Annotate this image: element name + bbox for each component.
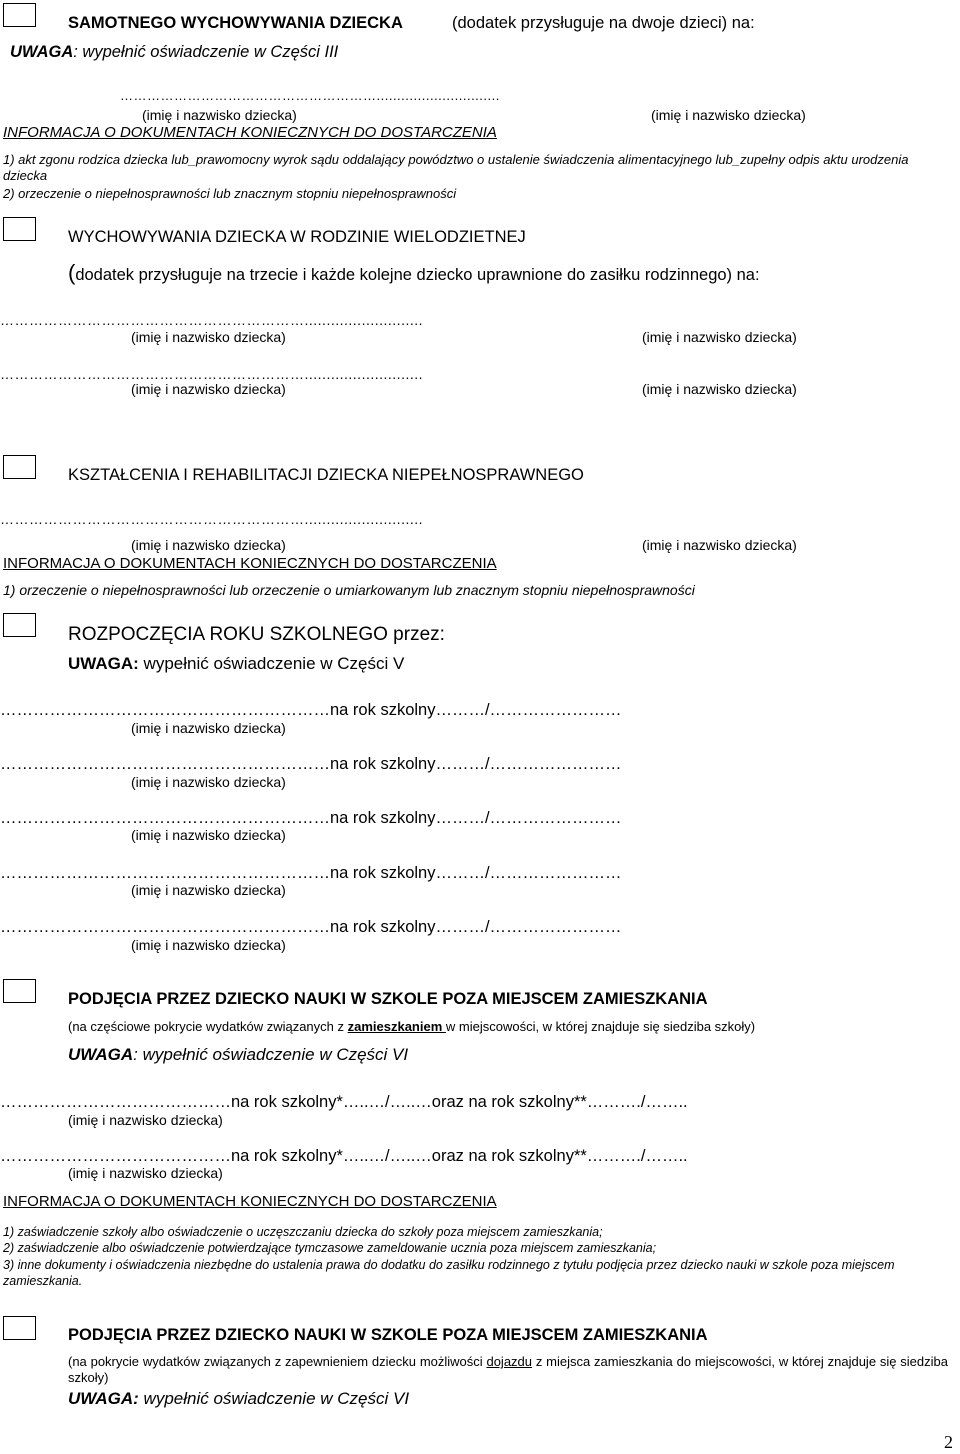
- uwaga-line-dojazd: [68, 1389, 409, 1409]
- uwaga-label: UWAGA: [10, 43, 74, 61]
- uwaga-text: : wypełnić oświadczenie w Części VI: [133, 1045, 409, 1064]
- name-dots-line[interactable]: ………………………………………………………...........................: [0, 366, 424, 382]
- name-dots-line[interactable]: ………………………………………………………...........................: [0, 511, 424, 527]
- uwaga-text: wypełnić oświadczenie w Części VI: [138, 1389, 410, 1408]
- name-caption: (imię i nazwisko dziecka): [131, 882, 286, 898]
- checkbox-samotnego-wychowywania[interactable]: [3, 3, 36, 27]
- name-caption: (imię i nazwisko dziecka): [131, 827, 286, 843]
- school-year-line-double[interactable]: ……………………………………na rok szkolny*…..…/…..…oraz na rok szkolny**………./……..: [0, 1093, 688, 1111]
- name-caption: (imię i nazwisko dziecka): [131, 537, 286, 553]
- note-underlined: zamieszkaniem: [347, 1019, 446, 1034]
- checkbox-rozpoczecie-roku[interactable]: [3, 613, 36, 637]
- info-heading: INFORMACJA O DOKUMENTACH KONIECZNYCH DO DOSTARCZENIA: [3, 1193, 497, 1210]
- section-note-nauka-dojazd: [68, 1354, 948, 1386]
- title-suffix: przez:: [387, 624, 445, 645]
- section-title-rozpoczecie: [68, 624, 445, 646]
- checkbox-ksztalcenie-rehabilitacja[interactable]: [3, 455, 36, 479]
- section-title-nauka-dojazd: PODJĘCIA PRZEZ DZIECKO NAUKI W SZKOLE POZA MIEJSCEM ZAMIESZKANIA: [68, 1326, 708, 1344]
- section-title-wielodzietna: WYCHOWYWANIA DZIECKA W RODZINIE WIELODZIETNEJ: [68, 228, 526, 246]
- uwaga-line-samotnego: [10, 43, 338, 62]
- doc-item-1: 1) akt zgonu rodzica dziecka lub_prawomocny wyrok sądu oddalający powództwo o ustalenie świadczenia alimentacyjnego lub_zupełny odpis aktu urodzenia dziecka: [3, 152, 909, 183]
- name-caption: (imię i nazwisko dziecka): [68, 1112, 223, 1128]
- school-year-line[interactable]: ……………………………………………………na rok szkolny………/……………………: [0, 864, 622, 882]
- school-year-line-double[interactable]: ……………………………………na rok szkolny*…..…/…..…oraz na rok szkolny**………./……..: [0, 1147, 688, 1165]
- school-year-line[interactable]: ……………………………………………………na rok szkolny………/……………………: [0, 701, 622, 719]
- name-caption: (imię i nazwisko dziecka): [642, 537, 797, 553]
- name-caption: (imię i nazwisko dziecka): [131, 381, 286, 397]
- doc-item-1: 1) orzeczenie o niepełnosprawności lub orzeczenie o umiarkowanym lub znacznym stopniu niepełnosprawności: [3, 582, 695, 598]
- note-post: z miejsca zamieszkania do miejscowości, w której znajduje się siedziba szkoły): [68, 1354, 948, 1385]
- name-caption: (imię i nazwisko dziecka): [131, 774, 286, 790]
- checkbox-rodzina-wielodzietna[interactable]: [3, 217, 36, 241]
- name-caption: (imię i nazwisko dziecka): [68, 1165, 223, 1181]
- doc-item-1: 1) zaświadczenie szkoły albo oświadczenie o uczęszczaniu dziecka do szkoły poza miejscem zamieszkania;: [3, 1225, 603, 1239]
- name-caption: (imię i nazwisko dziecka): [642, 329, 797, 345]
- page-number: 2: [944, 1432, 953, 1452]
- name-caption: (imię i nazwisko dziecka): [131, 720, 286, 736]
- uwaga-line-nauka: [68, 1045, 408, 1065]
- paren-open: (: [68, 260, 76, 285]
- section-note-nauka-zamieszkanie: [68, 1019, 755, 1034]
- info-heading: INFORMACJA O DOKUMENTACH KONIECZNYCH DO DOSTARCZENIA: [3, 124, 497, 141]
- name-dots-line[interactable]: ………………………………………………………...........................: [0, 312, 424, 328]
- section-note-samotnego: (dodatek przysługuje na dwoje dzieci) na:: [452, 14, 755, 32]
- section-title-samotnego: SAMOTNEGO WYCHOWYWANIA DZIECKA: [68, 14, 403, 32]
- name-caption: (imię i nazwisko dziecka): [131, 329, 286, 345]
- uwaga-text: : wypełnić oświadczenie w Części III: [73, 43, 339, 61]
- doc-item-2: 2) orzeczenie o niepełnosprawności lub znacznym stopniu niepełnosprawności: [3, 186, 457, 201]
- doc-item-2: 2) zaświadczenie albo oświadczenie potwierdzające tymczasowe zameldowanie ucznia poza miejscem zamieszkania;: [3, 1241, 657, 1255]
- name-caption: (imię i nazwisko dziecka): [651, 107, 806, 123]
- info-heading: INFORMACJA O DOKUMENTACH KONIECZNYCH DO DOSTARCZENIA: [3, 555, 497, 572]
- uwaga-label: UWAGA:: [68, 654, 139, 673]
- section-title-nauka-zamieszkanie: PODJĘCIA PRZEZ DZIECKO NAUKI W SZKOLE POZA MIEJSCEM ZAMIESZKANIA: [68, 990, 708, 1008]
- title-text: ROZPOCZĘCIA ROKU SZKOLNEGO: [68, 624, 388, 645]
- name-caption: (imię i nazwisko dziecka): [142, 107, 297, 123]
- name-caption: (imię i nazwisko dziecka): [131, 937, 286, 953]
- uwaga-line-rozpoczecie: [68, 654, 404, 674]
- uwaga-text: wypełnić oświadczenie w Części V: [138, 654, 405, 673]
- note-underlined: dojazdu: [486, 1354, 533, 1369]
- note-pre: (na częściowe pokrycie wydatków związanych z: [68, 1019, 348, 1034]
- checkbox-nauka-poza-miejscem-zamieszkania[interactable]: [3, 979, 36, 1003]
- checkbox-nauka-dojazd[interactable]: [3, 1316, 36, 1340]
- uwaga-label: UWAGA: [68, 1045, 134, 1064]
- school-year-line[interactable]: ……………………………………………………na rok szkolny………/……………………: [0, 918, 622, 936]
- note-pre: (na pokrycie wydatków związanych z zapewnieniem dziecku możliwości: [68, 1354, 487, 1369]
- note-post: w miejscowości, w której znajduje się siedziba szkoły): [445, 1019, 756, 1034]
- doc-item-3: 3) inne dokumenty i oświadczenia niezbędne do ustalenia prawa do dodatku do zasiłku rodzinnego z tytułu podjęcia przez dziecko nauki w szkole poza miejscem zamieszkania.: [3, 1258, 895, 1288]
- school-year-line[interactable]: ……………………………………………………na rok szkolny………/……………………: [0, 809, 622, 827]
- note-text: dodatek przysługuje na trzecie i każde kolejne dziecko uprawnione do zasiłku rodzinnego) na:: [75, 266, 760, 284]
- section-note-wielodzietna: [68, 260, 760, 286]
- name-dots-line[interactable]: …………………………………………………..............................: [120, 88, 500, 103]
- uwaga-label: UWAGA:: [68, 1389, 139, 1408]
- school-year-line[interactable]: ……………………………………………………na rok szkolny………/……………………: [0, 755, 622, 773]
- section-title-ksztalcenie: KSZTAŁCENIA I REHABILITACJI DZIECKA NIEPEŁNOSPRAWNEGO: [68, 466, 584, 484]
- name-caption: (imię i nazwisko dziecka): [642, 381, 797, 397]
